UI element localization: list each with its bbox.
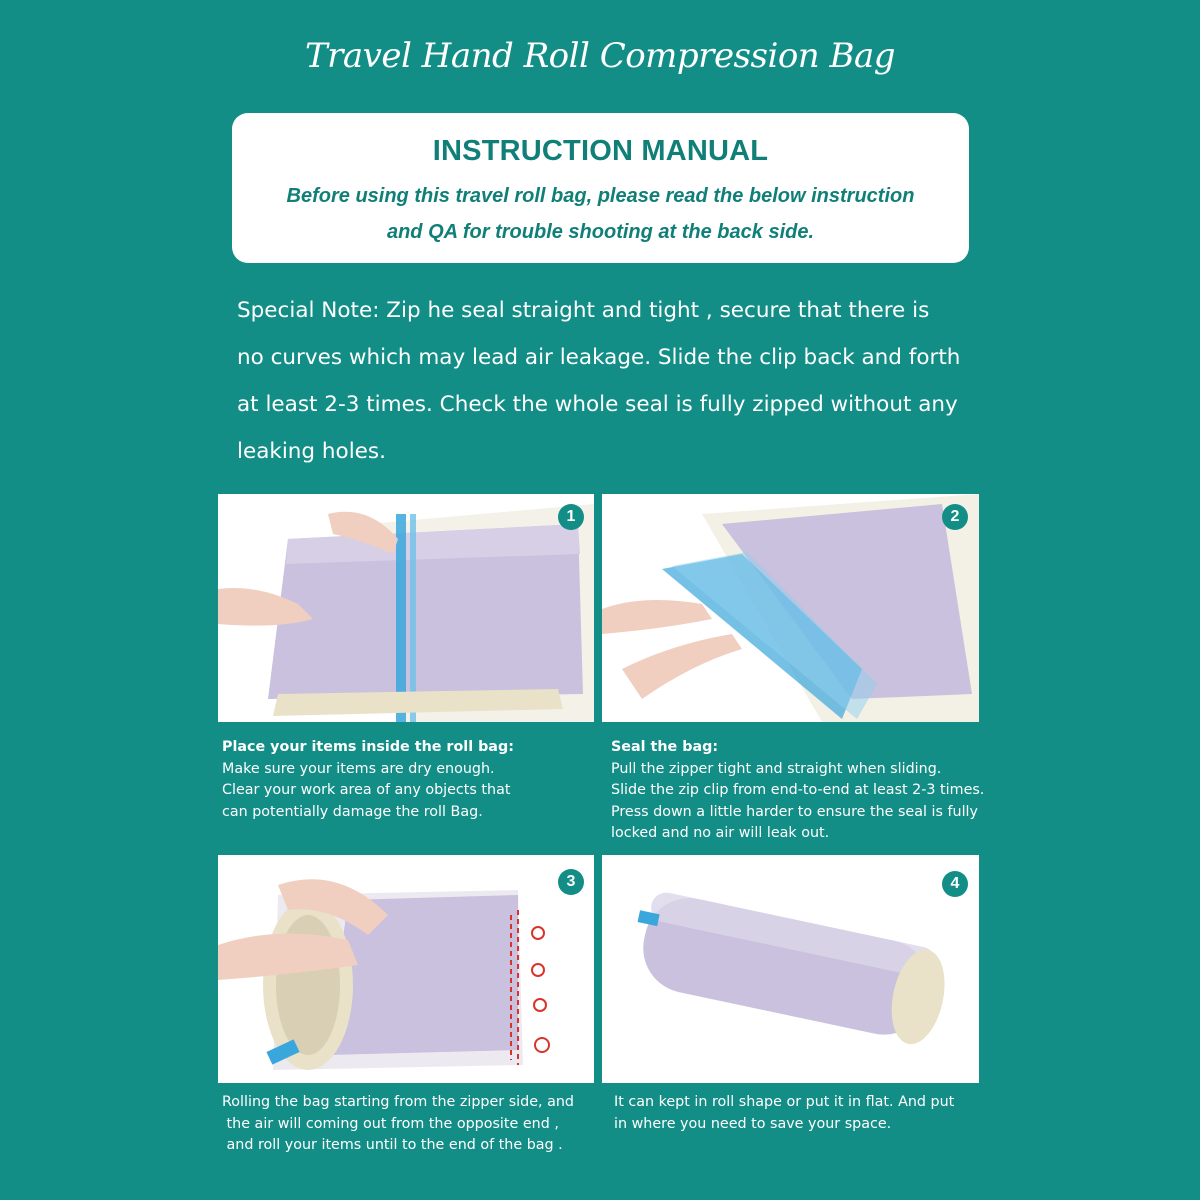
caption-line: the air will coming out from the opposite end , xyxy=(222,1115,559,1132)
step-1-caption xyxy=(222,737,514,823)
step-4-caption xyxy=(614,1092,954,1135)
seal-bag-illustration xyxy=(602,494,979,722)
instruction-manual-box xyxy=(232,113,969,263)
step-3-photo xyxy=(218,855,594,1083)
rolling-bag-illustration xyxy=(218,855,594,1083)
step-2-caption xyxy=(611,737,984,845)
special-note-line: no curves which may lead air leakage. Slide the clip back and forth xyxy=(237,345,961,370)
caption-title: Seal the bag: xyxy=(611,739,719,755)
caption-line: locked and no air will leak out. xyxy=(611,825,830,842)
special-note-line: at least 2-3 times. Check the whole seal is fully zipped without any xyxy=(237,392,958,417)
manual-subtitle xyxy=(251,178,951,250)
step-number-badge: 1 xyxy=(558,504,584,530)
caption-title: Place your items inside the roll bag: xyxy=(222,739,514,755)
caption-line: Pull the zipper tight and straight when sliding. xyxy=(611,760,942,777)
caption-line: Rolling the bag starting from the zipper side, and xyxy=(222,1094,574,1110)
step-1-photo xyxy=(218,494,594,722)
step-number-badge: 4 xyxy=(942,871,968,897)
step-number-badge: 3 xyxy=(558,869,584,895)
caption-line: can potentially damage the roll Bag. xyxy=(222,803,483,820)
special-note xyxy=(237,287,977,475)
special-note-line: Special Note: Zip he seal straight and tight , secure that there is xyxy=(237,298,930,323)
step-3-caption xyxy=(222,1092,574,1157)
manual-subtitle-line: and QA for trouble shooting at the back side. xyxy=(386,221,815,243)
special-note-line: leaking holes. xyxy=(237,439,386,464)
caption-line: Press down a little harder to ensure the seal is fully xyxy=(611,803,978,820)
caption-line: and roll your items until to the end of the bag . xyxy=(222,1137,563,1154)
page-title: Travel Hand Roll Compression Bag xyxy=(304,36,896,76)
manual-subtitle-line: Before using this travel roll bag, please read the below instruction xyxy=(286,185,915,207)
manual-heading: INSTRUCTION MANUAL xyxy=(432,135,769,167)
caption-line: It can kept in roll shape or put it in flat. And put xyxy=(614,1094,955,1110)
caption-line: Slide the zip clip from end-to-end at least 2-3 times. xyxy=(611,782,985,799)
step-number-badge: 2 xyxy=(942,504,968,530)
towel-in-bag-illustration xyxy=(218,494,594,722)
step-2-photo xyxy=(602,494,979,722)
caption-line: Clear your work area of any objects that xyxy=(222,782,511,799)
step-4-photo xyxy=(602,855,979,1083)
caption-line: Make sure your items are dry enough. xyxy=(222,760,495,777)
caption-line: in where you need to save your space. xyxy=(614,1115,892,1132)
rolled-bag-illustration xyxy=(602,855,979,1083)
